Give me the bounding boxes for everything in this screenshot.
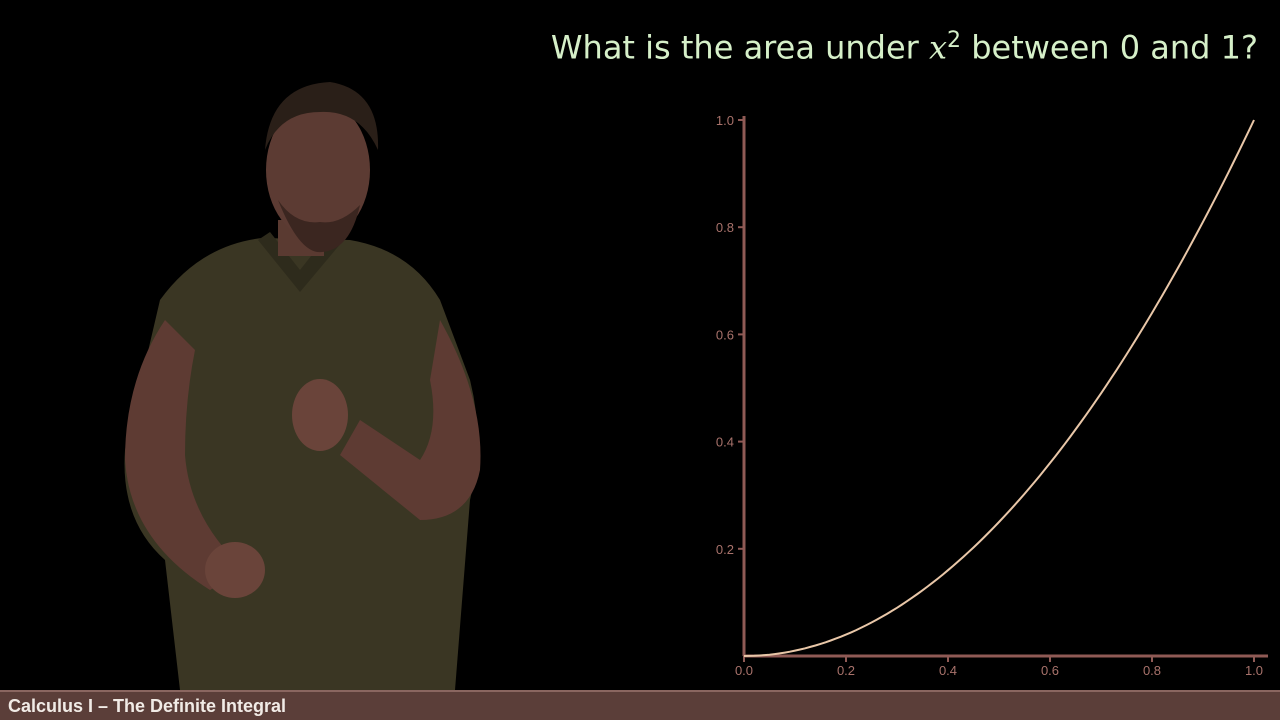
series-line-x-squared	[744, 120, 1254, 656]
x-tick-label: 0.8	[1142, 663, 1162, 678]
title-variable: x	[928, 28, 948, 67]
y-tick-label: 0.8	[715, 220, 734, 236]
x-tick-label: 0.6	[1040, 663, 1060, 678]
title-suffix: between 0 and 1?	[961, 28, 1258, 67]
series-layer	[744, 120, 1254, 656]
x-tick-label: 0.4	[938, 663, 958, 678]
x-ticks	[735, 656, 1263, 678]
y-ticks	[716, 113, 744, 557]
course-title: Calculus I – The Definite Integral	[8, 696, 287, 716]
title-exponent: 2	[947, 28, 962, 53]
y-tick-label: 0.4	[715, 434, 734, 450]
y-tick-label: 0.2	[715, 541, 734, 557]
x-tick-label: 1.0	[1244, 663, 1264, 678]
title-prefix: What is the area under	[550, 28, 929, 67]
footer-bar	[0, 690, 1280, 720]
plot-area	[716, 113, 1268, 678]
y-tick-label: 1.0	[715, 113, 734, 128]
x-tick-label: 0.0	[734, 663, 754, 678]
x-tick-label: 0.2	[836, 663, 856, 678]
y-tick-label: 0.6	[715, 327, 734, 343]
